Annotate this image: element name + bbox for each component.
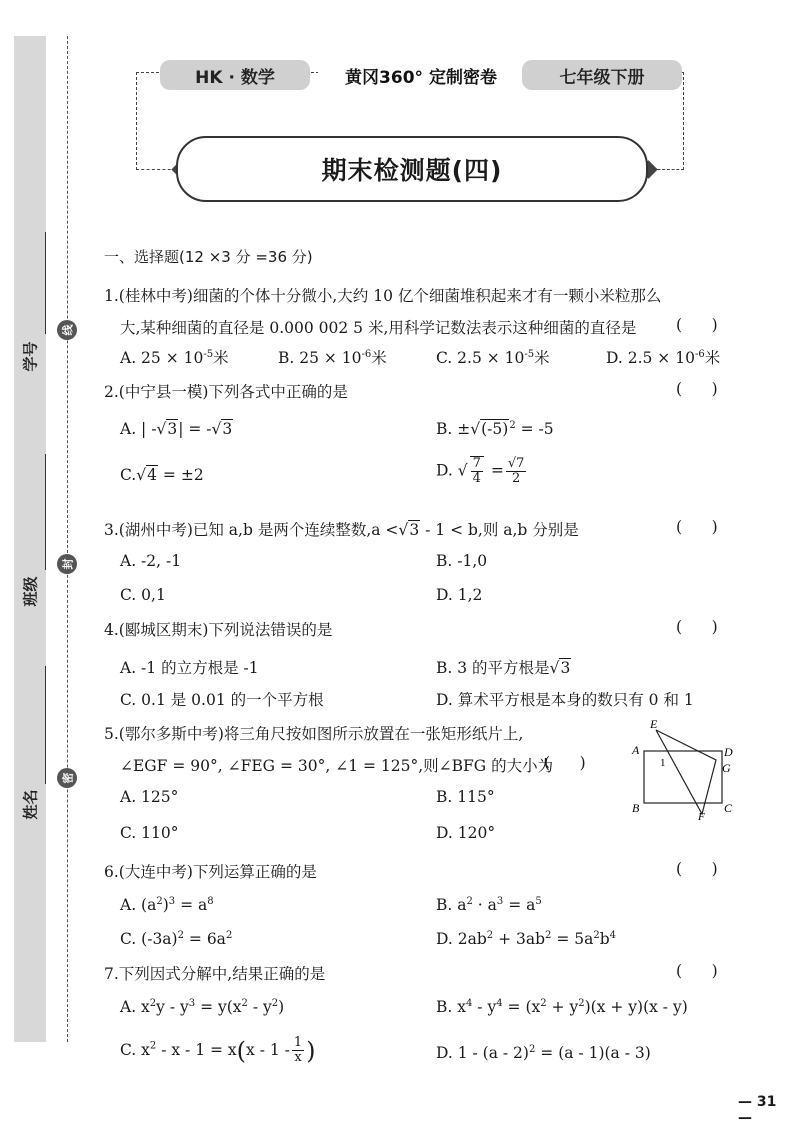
q5-line2: ∠EGF = 90°, ∠FEG = 30°, ∠1 = 125°,则∠BFG 的大小为 (120, 757, 554, 775)
header-left-connector (136, 169, 176, 171)
q2-option-c: C.√4 = ±2 (120, 466, 204, 484)
label-d: D (724, 745, 733, 759)
q6-option-c: C. $(-3a)^2 = 6a^2$ (120, 929, 233, 948)
q1-option-b: B. $25 \times 10^{-6}$米 (278, 348, 387, 367)
grade-badge: 七年级下册 (522, 60, 682, 90)
seal-dashed-line (67, 36, 68, 1042)
seal-feng: 封 (57, 554, 77, 574)
q6-option-d: D. $2ab^2 + 3ab^2 = 5a^2b^4$ (436, 929, 617, 948)
q2-option-b: B. $\pm√(-5)^2 = -5$ (436, 419, 554, 438)
label-g: G (722, 761, 731, 775)
q4-option-c: C. 0.1 是 0.01 的一个平方根 (120, 691, 324, 709)
q5-answer-bracket[interactable]: ( ) (544, 754, 586, 772)
q2-answer-bracket[interactable]: ( ) (676, 380, 718, 398)
q3-stem: 3.(湖州中考)已知 a,b 是两个连续整数,a <√3 - 1 < b,则 a,b 分别是 (104, 521, 579, 539)
q6-option-a: A. $(a^2)^3 = a^8$ (120, 895, 214, 914)
brand-text: 黄冈360° 定制密卷 (318, 60, 524, 90)
q4-option-d: D. 算术平方根是本身的数只有 0 和 1 (436, 691, 694, 709)
q3-answer-bracket[interactable]: ( ) (676, 518, 718, 536)
subject-badge: HK · 数学 (160, 60, 310, 90)
q4-option-a: A. -1 的立方根是 -1 (120, 659, 259, 677)
section-title: 一、选择题(12 ×3 分 =36 分) (104, 248, 313, 266)
q7-stem: 7.下列因式分解中,结果正确的是 (104, 965, 326, 983)
q5-option-c: C. 110° (120, 824, 179, 842)
q7-option-c: C. $x^2 - x - 1 = x(x - 1$ - $\frac{1}{x}$ ) (120, 1035, 316, 1066)
q4-answer-bracket[interactable]: ( ) (676, 618, 718, 636)
q4-stem: 4.(郾城区期末)下列说法错误的是 (104, 621, 333, 639)
q1-answer-bracket[interactable]: ( ) (676, 316, 718, 334)
q7-answer-bracket[interactable]: ( ) (676, 962, 718, 980)
exam-title: 期末检测题(四) (176, 136, 648, 202)
q5-option-a: A. 125° (120, 788, 179, 806)
triangle-efg (656, 730, 716, 814)
name-line (45, 666, 46, 784)
q6-stem: 6.(大连中考)下列运算正确的是 (104, 863, 317, 881)
q6-option-b: B. $a^2 \cdot a^3 = a^5$ (436, 895, 542, 914)
q3-option-a: A. -2, -1 (120, 552, 182, 570)
q1-line1: 1.(桂林中考)细菌的个体十分微小,大约 10 亿个细菌堆积起来才有一颗小米粒那么 (104, 287, 662, 305)
class-line (45, 454, 46, 570)
label-a: A (632, 743, 640, 757)
label-b: B (632, 801, 640, 815)
q5-option-d: D. 120° (436, 824, 496, 842)
name-label: 姓名 (21, 789, 40, 820)
class-label: 班级 (21, 576, 40, 607)
q3-option-c: C. 0,1 (120, 586, 166, 604)
q6-answer-bracket[interactable]: ( ) (676, 860, 718, 878)
q7-option-d: D. 1 - (a - 2)$^2$ = (a - 1)(a - 3) (436, 1043, 651, 1062)
seal-xian: 线 (57, 320, 77, 340)
rectangle-abcd (644, 751, 722, 803)
q2-option-a: A. | -√3| = -√3 (120, 420, 233, 438)
page-number: — 31 — (738, 1094, 777, 1126)
q4-option-b: B. 3 的平方根是√3 (436, 659, 571, 677)
q1-option-c: C. $2.5 \times 10^{-5}$米 (436, 348, 550, 367)
label-e: E (650, 717, 658, 731)
q3-option-d: D. 1,2 (436, 586, 483, 604)
q1-option-d: D. $2.5 \times 10^{-6}$米 (606, 348, 721, 367)
q1-option-a: A. $25 \times 10^{-5}$米 (120, 348, 229, 367)
q5-line1: 5.(鄂尔多斯中考)将三角尺按如图所示放置在一张矩形纸片上, (104, 725, 524, 743)
q7-option-b: B. $x^4 - y^4 = (x^2 + y^2)(x + y)(x - y)$ (436, 997, 688, 1016)
q3-option-b: B. -1,0 (436, 552, 488, 570)
student-id-line (45, 232, 46, 334)
q7-option-a: A. $x^2y - y^3 = y(x^2 - y^2)$ (120, 997, 285, 1016)
q5-option-b: B. 115° (436, 788, 495, 806)
label-f: F (698, 811, 705, 822)
label-c: C (724, 801, 733, 815)
binding-strip (14, 36, 46, 1042)
q1-line2: 大,某种细菌的直径是 0.000 002 5 米,用科学记数法表示这种细菌的直径是 (120, 319, 637, 337)
label-angle-1: 1 (660, 757, 666, 769)
q5-figure (626, 716, 738, 822)
q2-option-d: D. √ $\frac{7}{4}$ = $\frac{√7}{2}$ (436, 455, 525, 487)
seal-mi: 密 (57, 768, 77, 788)
student-id-label: 学号 (21, 341, 40, 372)
q2-stem: 2.(中宁县一模)下列各式中正确的是 (104, 383, 348, 401)
